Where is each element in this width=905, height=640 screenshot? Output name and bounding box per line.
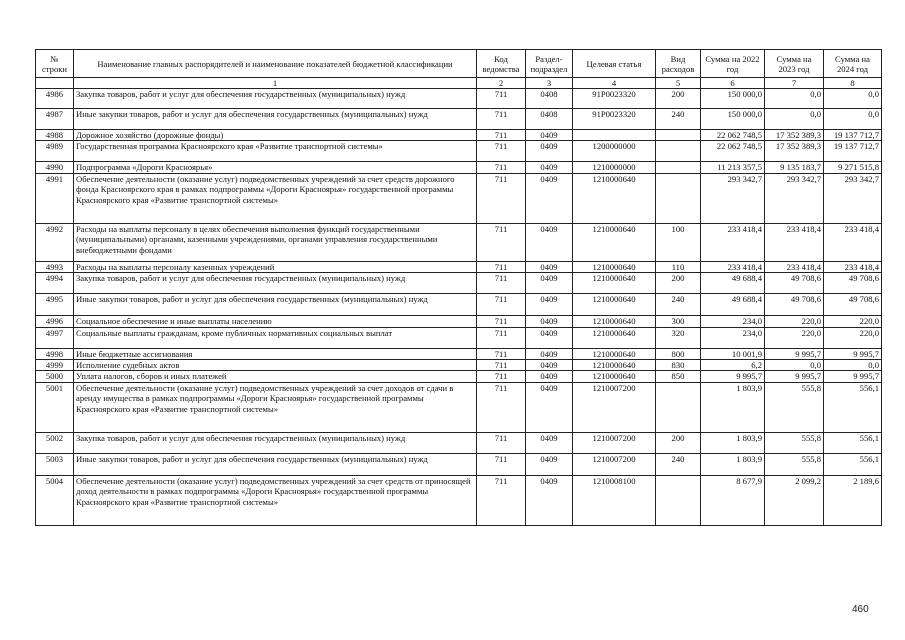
row-target-cell: 1210000000 <box>573 162 656 173</box>
row-sum-2022-cell: 49 688,4 <box>701 294 765 316</box>
row-sum-2022-cell: 234,0 <box>701 316 765 327</box>
row-exp-type-cell: 200 <box>656 273 701 294</box>
header-number: 5 <box>656 78 701 89</box>
row-dept-code-cell: 711 <box>477 141 526 162</box>
row-name-cell: Обеспечение деятельности (оказание услуг) подведомственных учреждений за счет средств от приносящей доход деятельности в рамках подпрограммы «Дороги Красноярья» государственной программы Красноярского края «Развитие транспортной системы» <box>74 475 477 525</box>
row-target-cell: 91Р0023320 <box>573 109 656 130</box>
row-sum-2024-cell: 220,0 <box>824 327 882 348</box>
row-sum-2023-cell: 0,0 <box>765 89 824 109</box>
row-dept-code-cell: 711 <box>477 223 526 261</box>
row-section-cell: 0409 <box>526 327 573 348</box>
row-dept-code-cell: 711 <box>477 109 526 130</box>
header-number-row <box>36 78 882 89</box>
row-sum-2022-cell: 150 000,0 <box>701 109 765 130</box>
row-exp-type-cell: 830 <box>656 360 701 371</box>
row-dept-code-cell: 711 <box>477 453 526 475</box>
row-target-cell: 1210000640 <box>573 327 656 348</box>
row-sum-2022-cell: 1 803,9 <box>701 453 765 475</box>
row-number-cell: 4992 <box>36 223 74 261</box>
row-number-cell: 5004 <box>36 475 74 525</box>
row-dept-code-cell: 711 <box>477 327 526 348</box>
row-sum-2024-cell: 9 995,7 <box>824 371 882 382</box>
row-dept-code-cell: 711 <box>477 294 526 316</box>
header-exp-type: Вид расходов <box>656 50 701 78</box>
row-sum-2024-cell: 2 189,6 <box>824 475 882 525</box>
row-exp-type-cell: 200 <box>656 432 701 453</box>
row-sum-2023-cell: 555,8 <box>765 453 824 475</box>
row-sum-2022-cell: 22 062 748,5 <box>701 130 765 141</box>
row-target-cell: 1210000640 <box>573 173 656 223</box>
row-section-cell: 0409 <box>526 130 573 141</box>
row-sum-2022-cell: 1 803,9 <box>701 432 765 453</box>
table-row <box>36 360 882 371</box>
row-section-cell: 0409 <box>526 162 573 173</box>
table-row <box>36 162 882 173</box>
row-target-cell: 1210000640 <box>573 348 656 359</box>
table-row <box>36 130 882 141</box>
row-target-cell: 1210000640 <box>573 261 656 272</box>
row-exp-type-cell <box>656 162 701 173</box>
row-sum-2023-cell: 555,8 <box>765 432 824 453</box>
row-sum-2024-cell: 233 418,4 <box>824 223 882 261</box>
row-dept-code-cell: 711 <box>477 273 526 294</box>
table-row <box>36 382 882 432</box>
row-sum-2022-cell: 1 803,9 <box>701 382 765 432</box>
row-number-cell: 4998 <box>36 348 74 359</box>
row-sum-2023-cell: 220,0 <box>765 327 824 348</box>
row-name-cell: Иные закупки товаров, работ и услуг для обеспечения государственных (муниципальных) нужд <box>74 453 477 475</box>
row-exp-type-cell: 800 <box>656 348 701 359</box>
row-sum-2022-cell: 49 688,4 <box>701 273 765 294</box>
row-sum-2022-cell: 6,2 <box>701 360 765 371</box>
row-dept-code-cell: 711 <box>477 130 526 141</box>
row-name-cell: Расходы на выплаты персоналу казенных учреждений <box>74 261 477 272</box>
header-target: Целевая статья <box>573 50 656 78</box>
row-sum-2024-cell: 49 708,6 <box>824 294 882 316</box>
row-sum-2024-cell: 220,0 <box>824 316 882 327</box>
row-exp-type-cell <box>656 130 701 141</box>
header-sum-2023: Сумма на 2023 год <box>765 50 824 78</box>
row-target-cell <box>573 130 656 141</box>
row-sum-2023-cell: 49 708,6 <box>765 273 824 294</box>
header-number: 1 <box>74 78 477 89</box>
page-number: 460 <box>852 604 869 615</box>
row-sum-2024-cell: 9 271 515,8 <box>824 162 882 173</box>
row-section-cell: 0409 <box>526 453 573 475</box>
row-section-cell: 0409 <box>526 371 573 382</box>
row-exp-type-cell: 240 <box>656 109 701 130</box>
row-target-cell: 1210000640 <box>573 294 656 316</box>
table-row <box>36 453 882 475</box>
row-target-cell: 1210000640 <box>573 223 656 261</box>
row-name-cell: Социальное обеспечение и иные выплаты населению <box>74 316 477 327</box>
row-sum-2024-cell: 19 137 712,7 <box>824 141 882 162</box>
row-name-cell: Подпрограмма «Дороги Красноярья» <box>74 162 477 173</box>
row-sum-2022-cell: 233 418,4 <box>701 223 765 261</box>
row-section-cell: 0409 <box>526 382 573 432</box>
header-number: 2 <box>477 78 526 89</box>
row-exp-type-cell <box>656 173 701 223</box>
table-row <box>36 223 882 261</box>
row-name-cell: Социальные выплаты гражданам, кроме публичных нормативных социальных выплат <box>74 327 477 348</box>
row-number-cell: 4995 <box>36 294 74 316</box>
row-section-cell: 0409 <box>526 273 573 294</box>
table-row <box>36 173 882 223</box>
row-number-cell: 4997 <box>36 327 74 348</box>
row-sum-2023-cell: 49 708,6 <box>765 294 824 316</box>
row-sum-2022-cell: 234,0 <box>701 327 765 348</box>
table-row <box>36 475 882 525</box>
row-number-cell: 5003 <box>36 453 74 475</box>
row-exp-type-cell: 100 <box>656 223 701 261</box>
row-sum-2023-cell: 220,0 <box>765 316 824 327</box>
row-dept-code-cell: 711 <box>477 475 526 525</box>
row-exp-type-cell <box>656 382 701 432</box>
row-name-cell: Иные закупки товаров, работ и услуг для обеспечения государственных (муниципальных) нужд <box>74 109 477 130</box>
row-sum-2023-cell: 233 418,4 <box>765 261 824 272</box>
row-exp-type-cell: 850 <box>656 371 701 382</box>
row-section-cell: 0409 <box>526 173 573 223</box>
row-sum-2023-cell: 9 995,7 <box>765 348 824 359</box>
header-name: Наименование главных распорядителей и наименование показателей бюджетной классификации <box>74 50 477 78</box>
row-sum-2024-cell: 556,1 <box>824 453 882 475</box>
row-number-cell: 4996 <box>36 316 74 327</box>
row-target-cell: 1210000640 <box>573 360 656 371</box>
row-target-cell: 1210008100 <box>573 475 656 525</box>
row-dept-code-cell: 711 <box>477 261 526 272</box>
row-name-cell: Расходы на выплаты персоналу в целях обеспечения выполнения функций государственными (муниципальными) органами, казенными учреждениями, органами управления государственными внебюджетными фондами <box>74 223 477 261</box>
header-number <box>36 78 74 89</box>
row-section-cell: 0408 <box>526 89 573 109</box>
row-section-cell: 0409 <box>526 261 573 272</box>
row-sum-2022-cell: 150 000,0 <box>701 89 765 109</box>
row-name-cell: Закупка товаров, работ и услуг для обеспечения государственных (муниципальных) нужд <box>74 432 477 453</box>
row-sum-2023-cell: 9 995,7 <box>765 371 824 382</box>
table-row <box>36 109 882 130</box>
row-exp-type-cell: 300 <box>656 316 701 327</box>
row-sum-2022-cell: 9 995,7 <box>701 371 765 382</box>
row-sum-2022-cell: 293 342,7 <box>701 173 765 223</box>
row-number-cell: 4989 <box>36 141 74 162</box>
table-row <box>36 316 882 327</box>
row-section-cell: 0409 <box>526 360 573 371</box>
row-number-cell: 5002 <box>36 432 74 453</box>
row-sum-2024-cell: 9 995,7 <box>824 348 882 359</box>
row-dept-code-cell: 711 <box>477 348 526 359</box>
row-target-cell: 1210000640 <box>573 371 656 382</box>
row-section-cell: 0409 <box>526 141 573 162</box>
header-section: Раздел-подраздел <box>526 50 573 78</box>
row-number-cell: 4994 <box>36 273 74 294</box>
row-number-cell: 4999 <box>36 360 74 371</box>
header-number: 4 <box>573 78 656 89</box>
row-dept-code-cell: 711 <box>477 173 526 223</box>
row-sum-2023-cell: 233 418,4 <box>765 223 824 261</box>
row-dept-code-cell: 711 <box>477 162 526 173</box>
row-dept-code-cell: 711 <box>477 360 526 371</box>
row-sum-2024-cell: 19 137 712,7 <box>824 130 882 141</box>
row-number-cell: 4988 <box>36 130 74 141</box>
row-sum-2023-cell: 2 099,2 <box>765 475 824 525</box>
row-dept-code-cell: 711 <box>477 371 526 382</box>
row-name-cell: Закупка товаров, работ и услуг для обеспечения государственных (муниципальных) нужд <box>74 89 477 109</box>
row-section-cell: 0409 <box>526 316 573 327</box>
row-section-cell: 0409 <box>526 294 573 316</box>
row-target-cell: 1210007200 <box>573 382 656 432</box>
budget-table <box>35 49 882 526</box>
row-sum-2024-cell: 233 418,4 <box>824 261 882 272</box>
row-section-cell: 0409 <box>526 348 573 359</box>
row-exp-type-cell: 200 <box>656 89 701 109</box>
row-section-cell: 0408 <box>526 109 573 130</box>
row-name-cell: Дорожное хозяйство (дорожные фонды) <box>74 130 477 141</box>
table-body <box>36 89 882 526</box>
header-sum-2022: Сумма на 2022 год <box>701 50 765 78</box>
row-dept-code-cell: 711 <box>477 89 526 109</box>
row-number-cell: 5001 <box>36 382 74 432</box>
row-name-cell: Обеспечение деятельности (оказание услуг) подведомственных учреждений за счет средств дорожного фонда Красноярского края в рамках подпрограммы «Дороги Красноярья» государственной программы Красноярского края «Развитие транспортной системы» <box>74 173 477 223</box>
row-number-cell: 4993 <box>36 261 74 272</box>
row-sum-2024-cell: 556,1 <box>824 382 882 432</box>
row-number-cell: 4986 <box>36 89 74 109</box>
row-sum-2024-cell: 49 708,6 <box>824 273 882 294</box>
row-name-cell: Государственная программа Красноярского края «Развитие транспортной системы» <box>74 141 477 162</box>
table-row <box>36 327 882 348</box>
row-name-cell: Закупка товаров, работ и услуг для обеспечения государственных (муниципальных) нужд <box>74 273 477 294</box>
row-target-cell: 1210000640 <box>573 273 656 294</box>
row-number-cell: 5000 <box>36 371 74 382</box>
row-sum-2023-cell: 293 342,7 <box>765 173 824 223</box>
row-name-cell: Исполнение судебных актов <box>74 360 477 371</box>
table-row <box>36 89 882 109</box>
row-number-cell: 4987 <box>36 109 74 130</box>
row-name-cell: Иные бюджетные ассигнования <box>74 348 477 359</box>
header-number: 3 <box>526 78 573 89</box>
row-target-cell: 91Р0023320 <box>573 89 656 109</box>
table-row <box>36 348 882 359</box>
row-sum-2024-cell: 293 342,7 <box>824 173 882 223</box>
row-sum-2023-cell: 0,0 <box>765 109 824 130</box>
row-name-cell: Обеспечение деятельности (оказание услуг) подведомственных учреждений за счет доходов от сдачи в аренду имущества в рамках подпрограммы «Дороги Красноярья» государственной программы Красноярского края «Развитие транспортной системы» <box>74 382 477 432</box>
row-dept-code-cell: 711 <box>477 316 526 327</box>
row-sum-2024-cell: 0,0 <box>824 89 882 109</box>
row-sum-2024-cell: 0,0 <box>824 360 882 371</box>
row-name-cell: Уплата налогов, сборов и иных платежей <box>74 371 477 382</box>
table-row <box>36 371 882 382</box>
header-number: 7 <box>765 78 824 89</box>
table-row <box>36 141 882 162</box>
header-number: 6 <box>701 78 765 89</box>
row-section-cell: 0409 <box>526 432 573 453</box>
row-sum-2022-cell: 233 418,4 <box>701 261 765 272</box>
header-row-no: № строки <box>36 50 74 78</box>
row-exp-type-cell: 110 <box>656 261 701 272</box>
row-dept-code-cell: 711 <box>477 382 526 432</box>
row-sum-2024-cell: 556,1 <box>824 432 882 453</box>
row-sum-2023-cell: 17 352 389,3 <box>765 141 824 162</box>
row-exp-type-cell: 240 <box>656 294 701 316</box>
row-target-cell: 1210007200 <box>573 453 656 475</box>
row-sum-2022-cell: 22 062 748,5 <box>701 141 765 162</box>
row-exp-type-cell: 320 <box>656 327 701 348</box>
row-sum-2023-cell: 9 135 183,7 <box>765 162 824 173</box>
row-target-cell: 1200000000 <box>573 141 656 162</box>
row-target-cell: 1210000640 <box>573 316 656 327</box>
row-dept-code-cell: 711 <box>477 432 526 453</box>
header-number: 8 <box>824 78 882 89</box>
table-row <box>36 261 882 272</box>
header-code-dept: Код ведомства <box>477 50 526 78</box>
table-row <box>36 432 882 453</box>
row-sum-2023-cell: 555,8 <box>765 382 824 432</box>
row-sum-2023-cell: 17 352 389,3 <box>765 130 824 141</box>
row-target-cell: 1210007200 <box>573 432 656 453</box>
row-sum-2024-cell: 0,0 <box>824 109 882 130</box>
row-section-cell: 0409 <box>526 223 573 261</box>
row-sum-2022-cell: 11 213 357,5 <box>701 162 765 173</box>
row-exp-type-cell: 240 <box>656 453 701 475</box>
header-sum-2024: Сумма на 2024 год <box>824 50 882 78</box>
row-exp-type-cell <box>656 141 701 162</box>
header-row <box>36 50 882 78</box>
row-exp-type-cell <box>656 475 701 525</box>
row-sum-2023-cell: 0,0 <box>765 360 824 371</box>
row-number-cell: 4991 <box>36 173 74 223</box>
row-sum-2022-cell: 10 001,9 <box>701 348 765 359</box>
table-row <box>36 294 882 316</box>
row-name-cell: Иные закупки товаров, работ и услуг для обеспечения государственных (муниципальных) нужд <box>74 294 477 316</box>
row-section-cell: 0409 <box>526 475 573 525</box>
row-sum-2022-cell: 8 677,9 <box>701 475 765 525</box>
row-number-cell: 4990 <box>36 162 74 173</box>
table-row <box>36 273 882 294</box>
